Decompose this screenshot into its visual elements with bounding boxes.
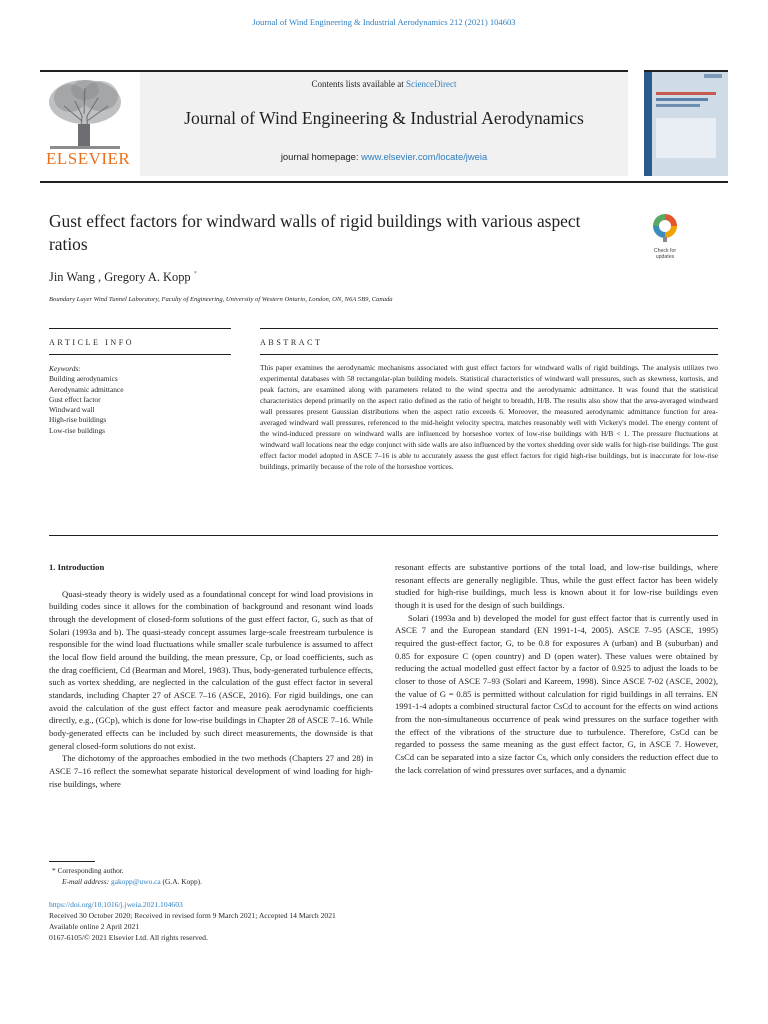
email-suffix: (G.A. Kopp). bbox=[160, 876, 202, 886]
journal-homepage bbox=[140, 151, 628, 162]
journal-cover-image bbox=[644, 72, 728, 176]
article-info-heading: ARTICLE INFO bbox=[49, 338, 135, 347]
intro-paragraph-3: resonant effects are substantive portions of the total load, and low-rise buildings, where resonant effects are generally negligible. Thus, while the gust effect factor has been widely studied for high-rise buildings, much less is known about it for low-rise buildings even though it is used for the design of such buildings. bbox=[395, 562, 718, 610]
abstract-rule bbox=[260, 328, 718, 329]
abstract-heading-rule bbox=[260, 354, 718, 355]
footnote-mark: * bbox=[52, 866, 56, 875]
intro-paragraph-1: Quasi-steady theory is widely used as a foundational concept for wind load provisions in building codes since it allows for the combination of background and resonant wind loads through the development of closed-form solutions of the gust effect factor, G, such as that of Solari (1993a and b). The quasi-steady concept assumes large-scale freestream turbulence is responsible for the wind load fluctuations while smaller scale turbulence is assumed to affect the local flow field around the building, the mean pressure, Cp, or load coefficients, such as the drag coefficient, Cd (Bearman and Morel, 1983). Thus, body-generated turbulence effects, such as vortex shedding, are neglected in the calculation of the gust effect factor in several standards, including Chapter 27 of ASCE 7–16 (ASCE, 2016). For rigid buildings, one can avoid the calculation of the gust effect factor and measure peak aerodynamic coefficients directly, e.g., (GCp), which is done for low-rise buildings in Chapter 28 of ASCE 7–16. While body-generated effects can be included by such direct measurements, the downside is that general closed-form solutions do not exist. bbox=[49, 588, 373, 751]
abstract-heading: ABSTRACT bbox=[260, 338, 323, 347]
homepage-link[interactable]: www.elsevier.com/locate/jweia bbox=[361, 151, 488, 162]
email-label: E-mail address: bbox=[62, 876, 111, 886]
footnote-rule bbox=[49, 861, 95, 862]
elsevier-tree-logo-icon bbox=[40, 76, 130, 152]
keyword-item: Windward wall bbox=[49, 405, 95, 415]
journal-reference[interactable]: Journal of Wind Engineering & Industrial Aerodynamics 212 (2021) 104603 bbox=[252, 17, 516, 27]
corresponding-author-mark[interactable]: * bbox=[193, 271, 197, 277]
keyword-item: Aerodynamic admittance bbox=[49, 384, 124, 394]
online-date: Available online 2 April 2021 bbox=[49, 921, 140, 931]
email-link[interactable]: gakopp@uwo.ca bbox=[111, 876, 161, 886]
publication-info bbox=[49, 900, 336, 944]
keyword-item: Low-rise buildings bbox=[49, 425, 106, 435]
footnote-email bbox=[52, 877, 202, 888]
received-dates: Received 30 October 2020; Received in revised form 9 March 2021; Accepted 14 March 2021 bbox=[49, 910, 336, 920]
keyword-item: Gust effect factor bbox=[49, 394, 101, 404]
keyword-item: High-rise buildings bbox=[49, 415, 107, 425]
affiliation: Boundary Layer Wind Tunnel Laboratory, Faculty of Engineering, University of Western Ontario, London, ON, N6A 5B9, Canada bbox=[49, 296, 393, 303]
left-column bbox=[49, 561, 373, 790]
contents-prefix: Contents lists available at bbox=[311, 79, 406, 89]
journal-masthead bbox=[140, 72, 628, 176]
sciencedirect-link[interactable]: ScienceDirect bbox=[406, 79, 457, 89]
intro-paragraph-4: Solari (1993a and b) developed the model for gust effect factor that is currently used in ASCE 7 and the European standard (EN 1991-1-4, 2005). ASCE 7–95 (ASCE, 1995) required the gust-effect factor, G, to be 0.8 for exposures A (urban) and B (suburban) and 0.85 for exposure C (open country) and D (open water). These values were obtained by reducing the actual modelled gust effect factor by a factor of 0.925 to adjust the loads to be closer to those of ASCE 7–93 (Solari and Kareem, 1998). Since ASCE 7-02 (ASCE, 2002), the value of G = 0.85 is permitted without calculation for rigid buildings in all terrains. EN 1991-1-4 adopts a combined structural factor CsCd to account for the effects on wind actions from the non-simultaneous occurrence of peak wind pressures on the surface together with the effect of the vibrations of the structure due to turbulence. Therefore, CsCd can be regarded to possess the same meaning as the gust effect factor, G, in ASCE 7. However, CsCd can be separated into a size factor Cs, which only considers the reduction effect due to the lack correlation of wind pressures over surfaces, and a dynamic bbox=[395, 612, 718, 775]
introduction-heading: 1. Introduction bbox=[49, 562, 105, 572]
intro-paragraph-2: The dichotomy of the approaches embodied in the two methods (Chapters 27 and 28) in ASCE 7–16 reflect the somewhat separate historical development of wind loading for high-rise buildings, where bbox=[49, 753, 373, 789]
abstract-end-rule bbox=[49, 535, 718, 536]
copyright: 0167-6105/© 2021 Elsevier Ltd. All rights reserved. bbox=[49, 932, 208, 942]
authors-text: Jin Wang , Gregory A. Kopp bbox=[49, 270, 191, 284]
author-list bbox=[49, 270, 197, 285]
info-heading-rule bbox=[49, 354, 231, 355]
keywords-label: Keywords: bbox=[49, 364, 81, 373]
masthead-bottom-rule bbox=[40, 181, 728, 183]
keyword-item: Building aerodynamics bbox=[49, 374, 118, 384]
abstract-text: This paper examines the aerodynamic mechanisms associated with gust effect factors for windward walls of rigid buildings. The analysis utilizes two experimental databases with 58 rectangular-plan building models. Statistical characteristics of windward wall pressures, such as skewness, kurtosis, and peak factors, are examined along with parameters related to the wind spectra and the aerodynamic admittance. It was found that the statistical characteristics depend primarily on the aspect ratio defined as the ratio of height to breadth, H/B. The results also show that the area-averaged windward wall pressures present Gaussian distributions when the aspect ratio exceeds 6. Moreover, the measured aerodynamic admittance function for area-averaged windward wall pressures, referenced to the mid-height velocity spectra, matches reasonably well with Vickery's model. The energy content of the wind-induced pressure on windward walls are influenced by horseshoe vortex of low-rise buildings with H/B < 1. The pressure fluctuations at windward wall locations near the edge conjunct with side walls are also influenced by the vortex shedding over side walls for high-rise buildings. The gust effect factor model adopted in ASCE 7–16 is able to accurately assess the gust effect factors for rigid high-rise buildings, but is inaccurate for low-rise buildings, primarily because of the role of the horseshoe vortices. bbox=[260, 363, 718, 472]
footnote-corresponding bbox=[52, 866, 202, 877]
publisher-logo-text: ELSEVIER bbox=[46, 149, 131, 168]
article-title: Gust effect factors for windward walls of rigid buildings with various aspect ratios bbox=[49, 211, 581, 254]
info-rule bbox=[49, 328, 231, 329]
check-for-updates-label: Check for updates bbox=[653, 248, 677, 260]
footnote bbox=[52, 866, 202, 888]
check-for-updates-icon bbox=[652, 213, 678, 243]
doi-link[interactable]: https://doi.org/10.1016/j.jweia.2021.104603 bbox=[49, 900, 183, 909]
check-for-updates-button[interactable] bbox=[646, 213, 684, 263]
right-column bbox=[395, 561, 718, 776]
journal-title: Journal of Wind Engineering & Industrial Aerodynamics bbox=[184, 108, 584, 128]
keywords-block bbox=[49, 364, 124, 436]
contents-line bbox=[140, 79, 628, 89]
homepage-label: journal homepage: bbox=[280, 151, 362, 162]
journal-cover-icon bbox=[644, 72, 728, 176]
footnote-corresponding-text: Corresponding author. bbox=[57, 866, 124, 875]
